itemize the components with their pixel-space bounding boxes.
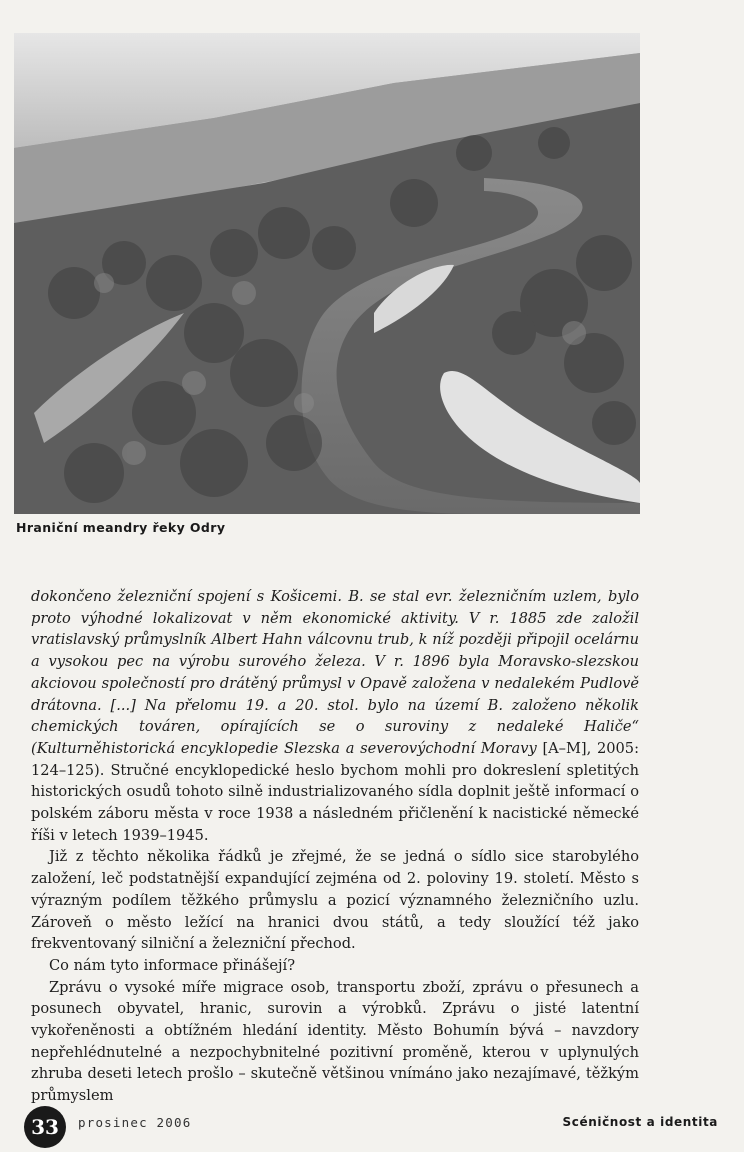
paragraph-text: Co nám tyto informace přinášejí? <box>49 956 296 974</box>
paragraph-text: Zprávu o vysoké míře migrace osob, transportu zboží, zprávu o přesunech a posunech obyvatel, hranic, surovin a výrobků. Zprávu o jisté latentní vykořeněnosti a obtížném hledání identity. Město Bohumín bývá – navzdory nepřehlédnutelné a nezpochybnitelné pozitivní proměně, kterou v uplynulých zhruba deseti letech prošlo – skutečně většinou vnímáno jako nezajímavé, těžkým průmyslem <box>31 978 639 1105</box>
paragraph-text: Již z těchto několika řádků je zřejmé, že se jedná o sídlo sice starobylého založení, leč podstatnější expandující zejména od 2. poloviny 19. století. Město s výrazným podílem těžkého průmyslu a pozicí významného železničního uzlu. Zároveň o město ležící na hranici dvou států, a tedy sloužící též jako frekventovaný silniční a železniční přechod. <box>31 848 639 953</box>
paragraph <box>31 977 639 1107</box>
issue-date: prosinec 2006 <box>78 1115 192 1130</box>
body-text <box>31 586 639 1107</box>
quote-text: dokončeno železniční spojení s Košicemi. B. se stal evr. železničním uzlem, bylo proto výhodné lokalizovat v něm ekonomické aktivity. V r. 1885 zde založil vratislavský průmyslník Albert Hahn válcovnu trub, k níž později připojil ocelárnu a vysokou pec na výrobu surového železa. V r. 1896 byla Moravsko-slezskou akciovou společností pro drátěný průmysl v Opavě založena v nedalekém Pudlově drátovna. [...] Na přelomu 19. a 20. stol. bylo na území B. založeno několik chemických továren, opírajících se o suroviny z nedaleké Haliče“ (Kulturněhistorická encyklopedie Slezska a severovýchodní Moravy <box>31 588 639 757</box>
paragraph <box>31 955 639 977</box>
paragraph <box>31 846 639 955</box>
paragraph <box>31 586 639 846</box>
paragraph-text: [A–M], 2005: 124–125). Stručné encyklopedické heslo bychom mohli pro dokreslení spletitých historických osudů tohoto silně industrializovaného sídla doplnit ještě informací o polském záboru města v roce 1938 a následném přičlenění k nacistické německé říši v letech 1939–1945. <box>31 739 640 844</box>
river-photo <box>14 33 640 514</box>
section-title: Scéničnost a identita <box>562 1115 718 1129</box>
page-number: 33 <box>24 1106 66 1148</box>
photo-caption: Hraniční meandry řeky Odry <box>16 520 226 535</box>
